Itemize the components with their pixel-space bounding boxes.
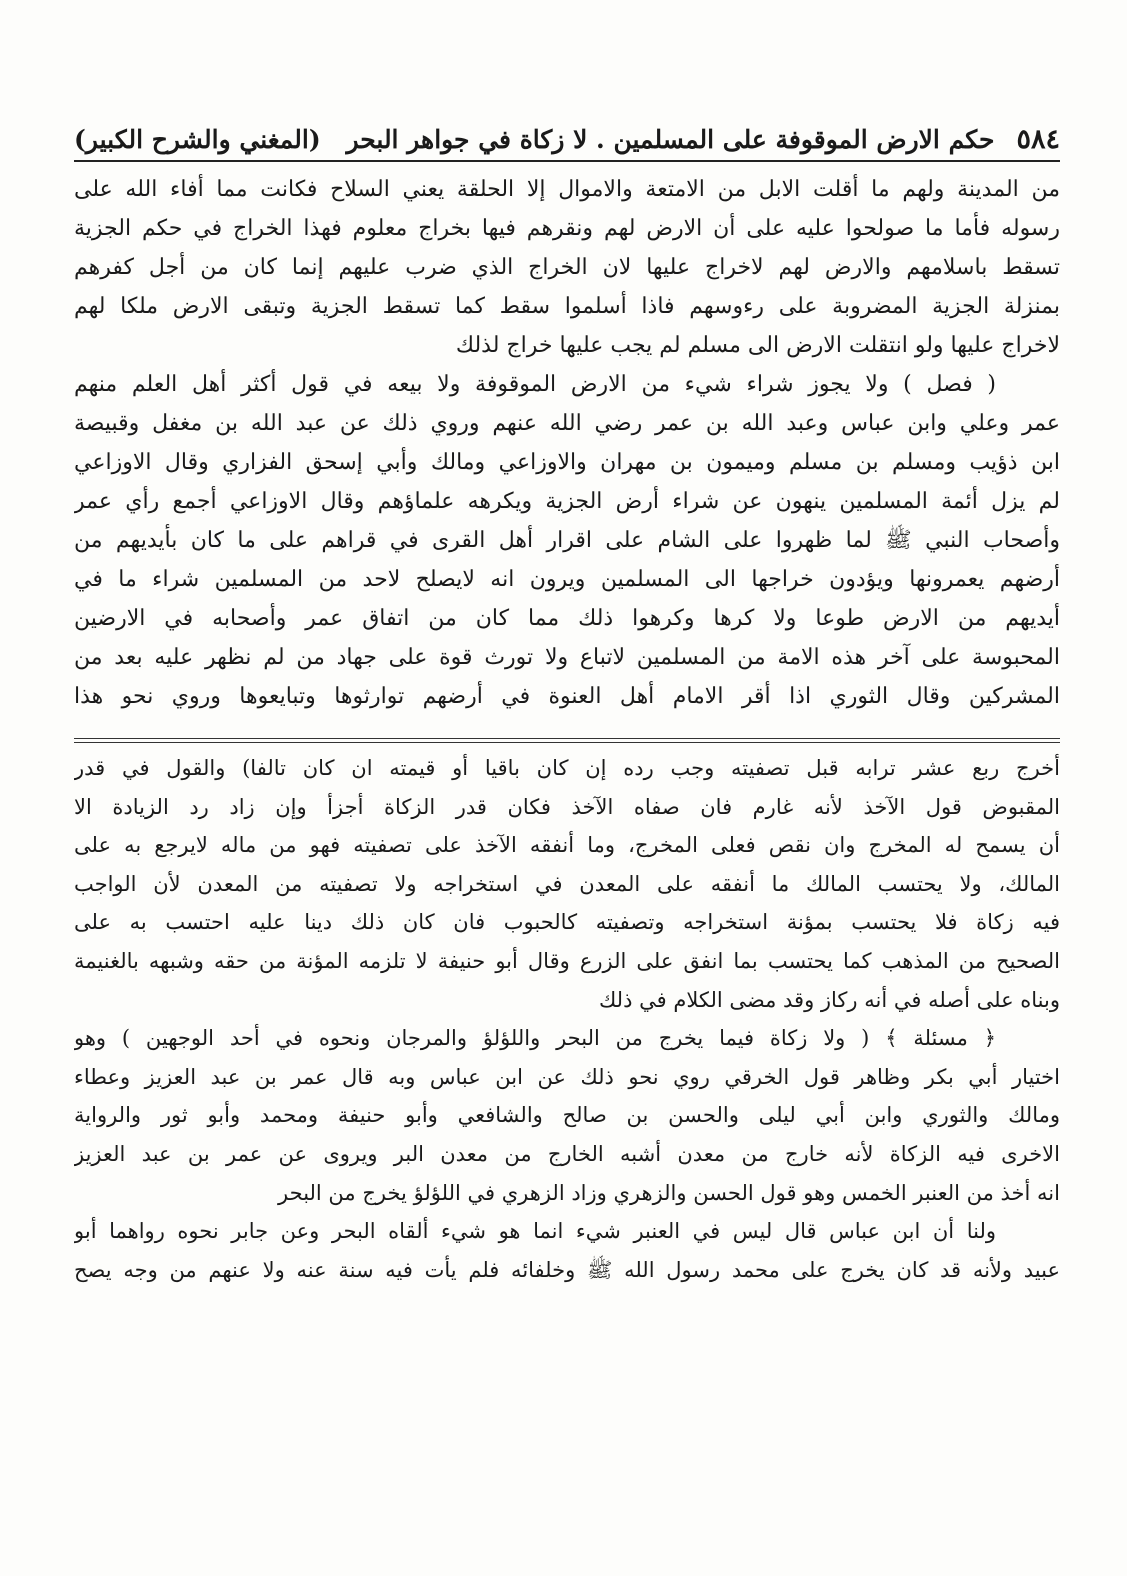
text-line: وأصحاب النبي ﷺ لما ظهروا على الشام على اقرار أهل القرى في قراهم على ما كان بأيديهم من	[74, 528, 1060, 553]
commentary-line: أن يسمح له المخرج وان نقص فعلى المخرج، وما أنفقه الآخذ على تصفيته فهو من ماله لايرجع به على	[74, 833, 1060, 858]
running-header	[74, 118, 1060, 160]
commentary-line: الصحيح من المذهب كما يحتسب بما انفق على الزرع وقال أبو حنيفة لا تلزمه المؤنة من حقه وشبهه بالغنيمة	[74, 948, 1060, 973]
text-line: رسوله فأما ما صولحوا عليه على أن الارض لهم ونقرهم فيها بخراج معلوم فهذا الخراج في حكم الجزية	[74, 216, 1060, 241]
text-line: أرضهم يعمرونها ويؤدون خراجها الى المسلمين ويرون انه لايصلح لاحد من المسلمين شراء ما في	[74, 567, 1060, 592]
commentary-line: وبناه على أصله في أنه ركاز وقد مضى الكلام في ذلك	[598, 987, 1060, 1012]
commentary-line: ﴿ مسئلة ﴾ ( ولا زكاة فيما يخرج من البحر واللؤلؤ والمرجان ونحوه في أحد الوجهين ) وهو	[74, 1026, 996, 1051]
text-line: ابن ذؤيب ومسلم بن مسلم وميمون بن مهران والاوزاعي ومالك وأبي إسحق الفزاري وقال الاوزاعي	[74, 450, 1060, 475]
commentary-line: عبيد ولأنه قد كان يخرج على محمد رسول الله ﷺ وخلفائه فلم يأت فيه سنة عنه ولا عنهم من وجه يصح	[74, 1257, 1060, 1282]
commentary-line: المقبوض قول الآخذ لأنه غارم فان صفاه الآخذ فكان قدر الزكاة أجزأ وإن زاد رد الزيادة الا	[74, 794, 1060, 819]
commentary-line: انه أخذ من العنبر الخمس وهو قول الحسن والزهري وزاد الزهري في اللؤلؤ يخرج من البحر	[278, 1180, 1060, 1205]
commentary-line: المالك، ولا يحتسب المالك ما أنفقه على المعدن في استخراجه ولا تصفيته من المعدن لأن الواجب	[74, 871, 1060, 896]
page-number: ٥٨٤	[1016, 123, 1060, 155]
text-line: تسقط باسلامهم والارض لهم لاخراج عليها لان الخراج الذي ضرب عليهم إنما كان من أجل كفرهم	[74, 255, 1060, 280]
text-line: لم يزل أئمة المسلمين ينهون عن شراء أرض الجزية ويكرهه علماؤهم وقال الاوزاعي أجمع رأي عمر	[74, 489, 1060, 514]
header-right-group	[346, 124, 1060, 155]
commentary-line: الاخرى فيه الزكاة لأنه خارج من معدن أشبه الخارج من معدن البر ويروى عن عمر بن عبد العزيز	[74, 1141, 1060, 1166]
text-line: من المدينة ولهم ما أقلت الابل من الامتعة والاموال إلا الحلقة يعني السلاح فكانت مما أفاء الله على	[74, 177, 1060, 202]
document-page	[74, 118, 1060, 1289]
separator-rule-bottom	[74, 742, 1060, 743]
main-text	[74, 170, 1060, 716]
text-line: المشركين وقال الثوري اذا أقر الامام أهل العنوة في أرضهم توارثوها وتبايعوها وروي نحو هذا	[74, 684, 1060, 709]
text-line: عمر وعلي وابن عباس وعبد الله بن عمر رضي الله عنهم وروي ذلك عن عبد الله بن مغفل وقبيصة	[74, 411, 1060, 436]
text-line: ( فصل ) ولا يجوز شراء شيء من الارض الموقوفة ولا بيعه في قول أكثر أهل العلم منهم	[74, 372, 997, 397]
text-line: بمنزلة الجزية المضروبة على رءوسهم فاذا أسلموا سقط كما تسقط الجزية وتبقى الارض ملكا لهم	[74, 294, 1060, 319]
chapter-title: حكم الارض الموقوفة على المسلمين . لا زكاة في جواهر البحر	[346, 124, 995, 154]
text-line: أيديهم من الارض طوعا ولا كرها وكرهوا ذلك مما كان من اتفاق عمر وأصحابه في الارضين	[74, 606, 1060, 631]
text-line: المحبوسة على آخر هذه الامة من المسلمين لاتباع ولا تورث قوة على جهاد من لم نظهر عليه بعد من	[74, 645, 1060, 670]
commentary-text	[74, 749, 1060, 1289]
notes-separator	[74, 738, 1060, 743]
commentary-line: أخرج ربع عشر ترابه قبل تصفيته وجب رده إن كان باقيا أو قيمته ان كان تالفا) والقول في قدر	[74, 756, 1060, 780]
text-line: لاخراج عليها ولو انتقلت الارض الى مسلم لم يجب عليها خراج لذلك	[455, 333, 1060, 358]
book-title: (المغني والشرح الكبير)	[74, 124, 321, 154]
commentary-line: ولنا أن ابن عباس قال ليس في العنبر شيء انما هو شيء ألقاه البحر وعن جابر نحوه رواهما أبو	[74, 1219, 996, 1244]
commentary-line: اختيار أبي بكر وظاهر قول الخرقي روي نحو ذلك عن ابن عباس وبه قال عمر بن عبد العزيز وعطاء	[74, 1064, 1060, 1089]
commentary-line: ومالك والثوري وابن أبي ليلى والحسن بن صالح والشافعي وأبو حنيفة ومحمد وأبو ثور والرواية	[74, 1103, 1060, 1128]
separator-rule-top	[74, 738, 1060, 739]
commentary-line: فيه زكاة فلا يحتسب بمؤنة استخراجه وتصفيته كالحبوب فان كان ذلك دينا عليه احتسب به على	[74, 910, 1060, 935]
header-rule	[74, 160, 1060, 162]
